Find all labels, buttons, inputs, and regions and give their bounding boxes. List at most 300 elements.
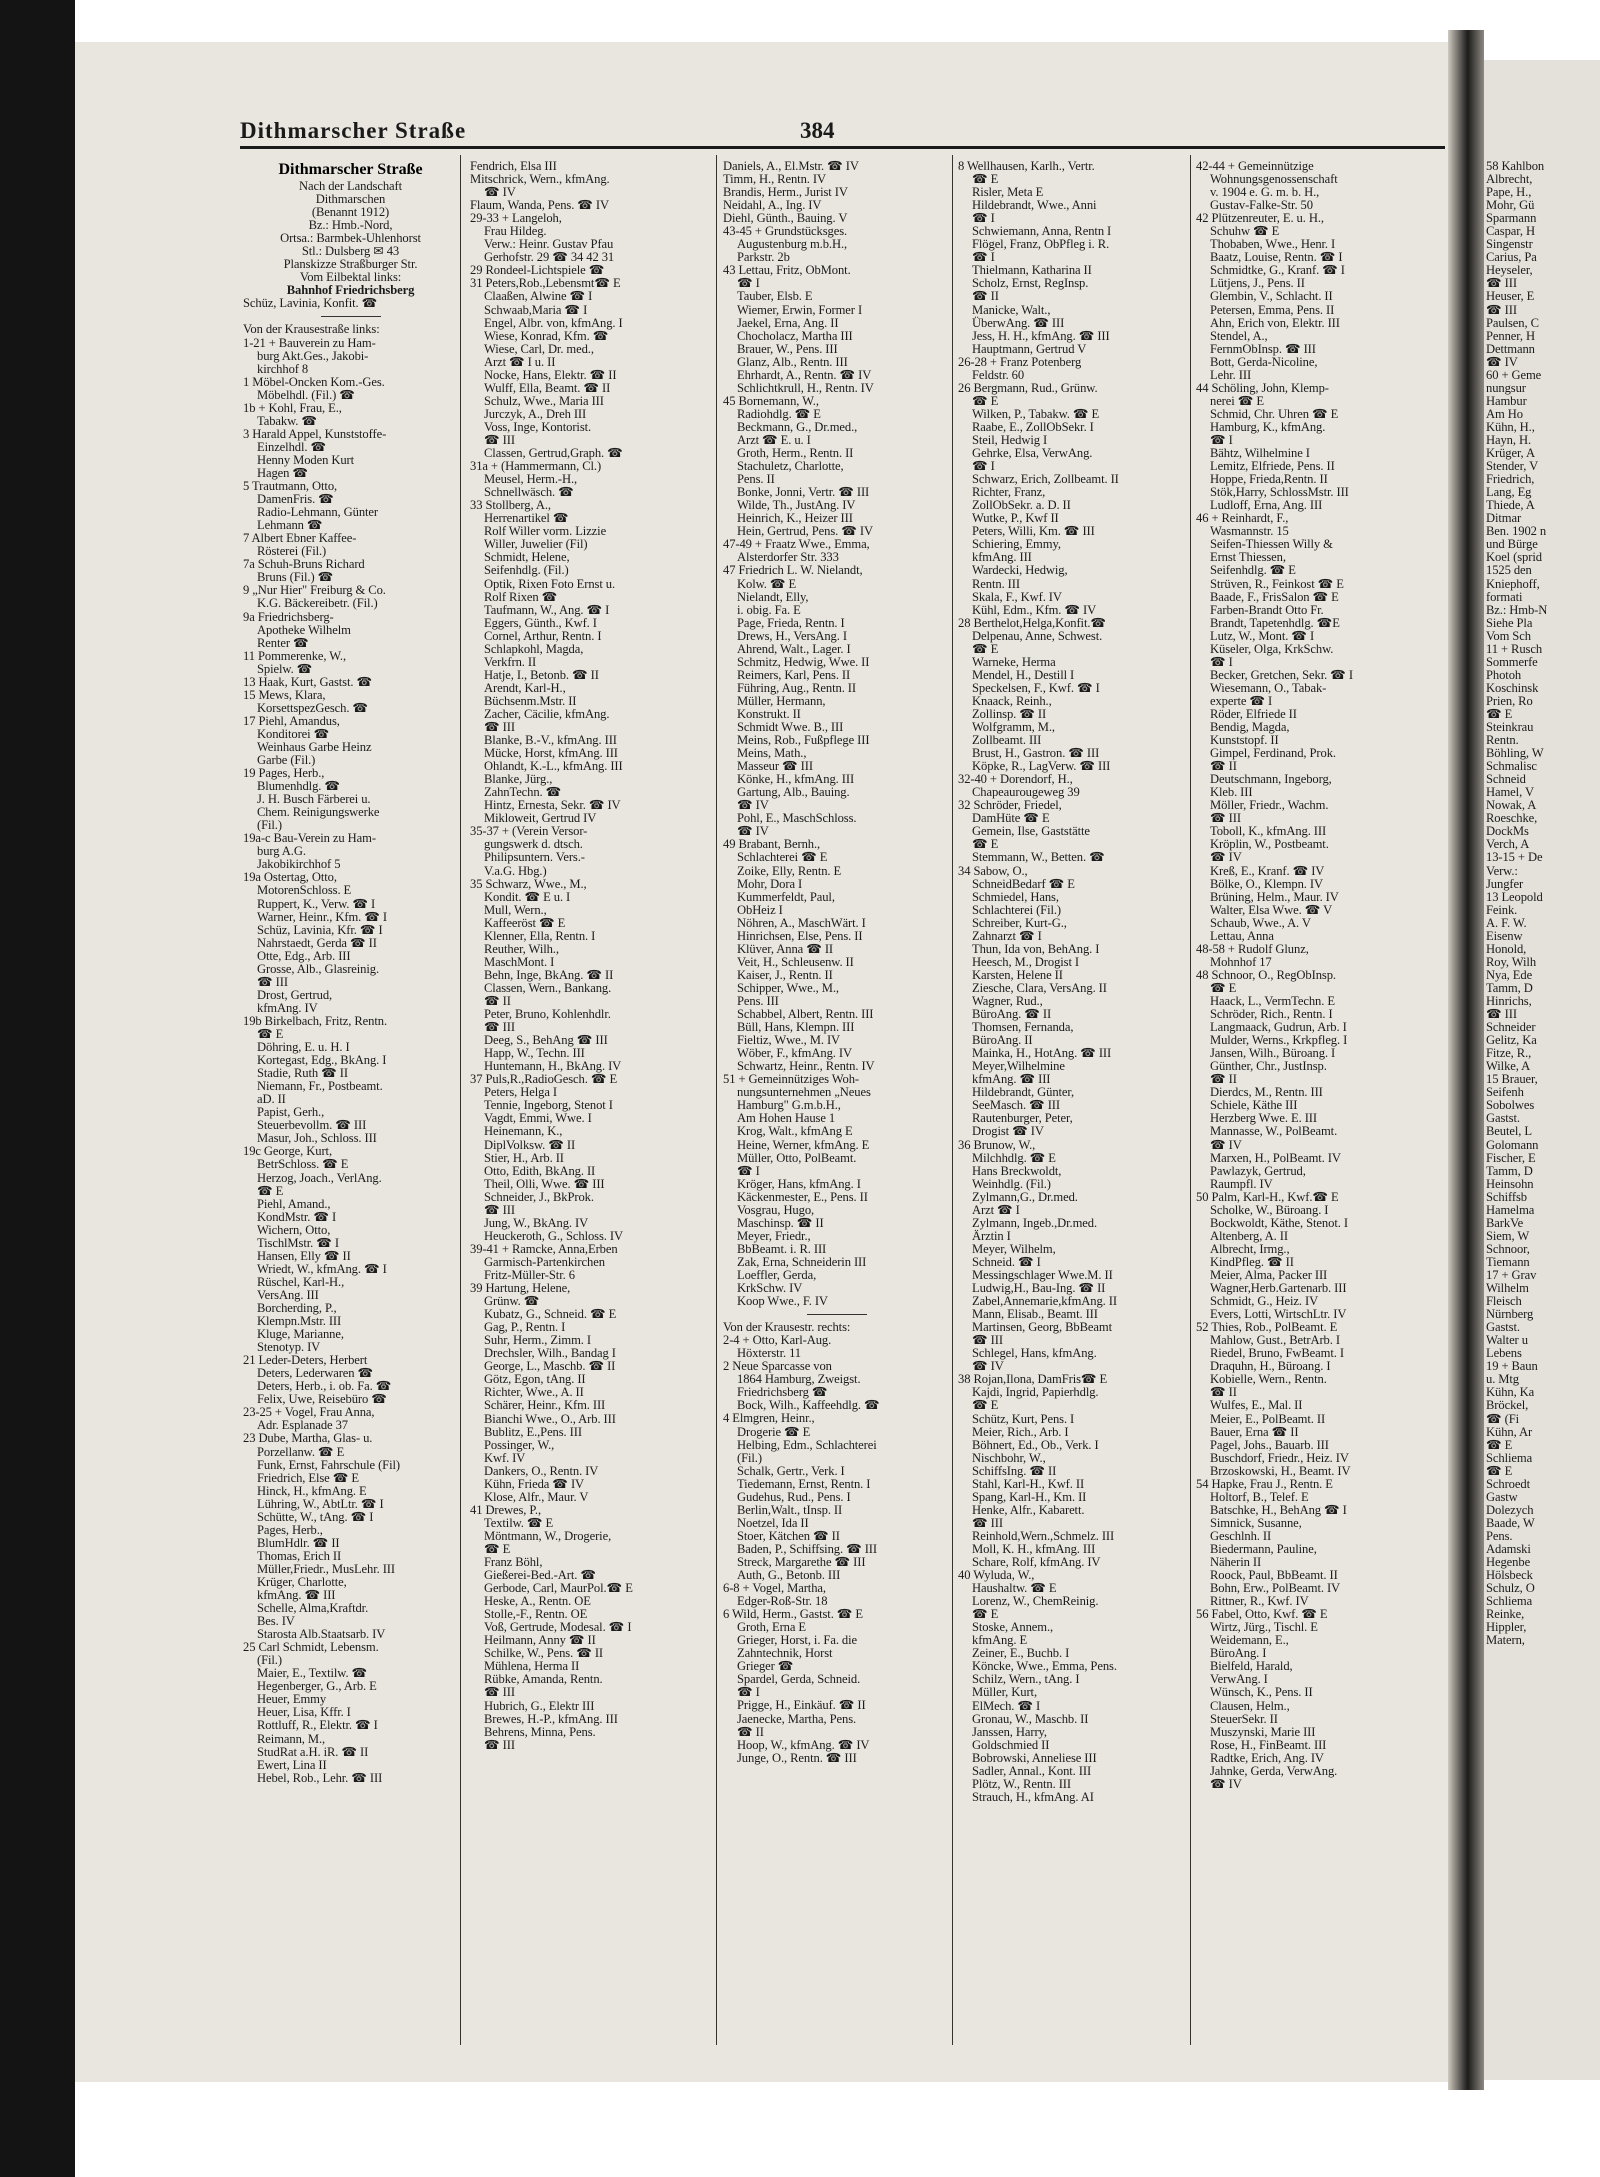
facing-page-line: Schmalisc xyxy=(1486,759,1537,774)
directory-entry: Zylmann, Ingeb.,Dr.med. xyxy=(972,1215,1098,1230)
directory-entry: ZollObSekr. a. D. II xyxy=(972,498,1071,513)
directory-entry: Berlin,Walt., tInsp. II xyxy=(737,1502,843,1517)
directory-entry: Käckenmester, E., Pens. II xyxy=(737,1189,868,1204)
directory-entry: Schilke, W., Pens. ☎ II xyxy=(484,1646,604,1661)
directory-entry: Nahrstaedt, Gerda ☎ II xyxy=(257,935,377,950)
directory-entry: Heuer, Emmy xyxy=(257,1692,327,1707)
facing-page-line: Schulz, O xyxy=(1486,1581,1535,1596)
directory-entry: Gustav-Falke-Str. 50 xyxy=(1210,198,1313,213)
directory-entry: Röder, Elfriede II xyxy=(1210,706,1297,721)
facing-page-line: Albrecht, xyxy=(1486,172,1533,187)
directory-entry: experte ☎ I xyxy=(1210,693,1273,708)
directory-entry: Schröder, Rich., Rentn. I xyxy=(1210,1007,1333,1022)
directory-entry: Schütz, Kurt, Pens. I xyxy=(972,1411,1075,1426)
directory-entry: Jung, W., BkAng. IV xyxy=(484,1215,589,1230)
directory-entry: Spang, Karl-H., Km. II xyxy=(972,1489,1087,1504)
directory-entry: Hinck, H., kfmAng. E xyxy=(257,1483,367,1498)
directory-entry: BbBeamt. i. R. III xyxy=(737,1241,827,1256)
directory-entry: 26 Bergmann, Rud., Grünw. xyxy=(958,380,1098,395)
directory-entry: Mohnhof 17 xyxy=(1210,954,1272,969)
directory-entry: Stier, H., Arb. II xyxy=(484,1150,564,1165)
directory-entry: Peter, Bruno, Kohlenhdlr. xyxy=(484,1007,611,1022)
directory-entry: Schabbel, Albert, Rentn. III xyxy=(737,1007,874,1022)
directory-entry: 54 Hapke, Frau J., Rentn. E xyxy=(1196,1476,1333,1491)
directory-entry: Wirtz, Jürg., Tischl. E xyxy=(1210,1620,1318,1635)
directory-entry: Tauber, Elsb. E xyxy=(737,289,813,304)
directory-entry: Baatz, Louise, Rentn. ☎ I xyxy=(1210,250,1343,265)
directory-entry: nerei ☎ E xyxy=(1210,393,1264,408)
facing-page-line: Schliema xyxy=(1486,1594,1533,1609)
directory-entry: Rolf Rixen ☎ xyxy=(484,589,558,604)
directory-entry: Drechsler, Wilh., Bandag I xyxy=(484,1346,616,1361)
column-3 xyxy=(723,160,951,2040)
directory-entry: Papist, Gerh., xyxy=(257,1105,325,1120)
facing-page-line: Bröckel, xyxy=(1486,1398,1529,1413)
directory-entry: Höxterstr. 11 xyxy=(737,1346,801,1361)
directory-entry: Friedrich, Else ☎ E xyxy=(257,1470,359,1485)
directory-entry: Arendt, Karl-H., xyxy=(484,680,566,695)
directory-entry: burg A.G. xyxy=(257,844,306,859)
directory-entry: Lutz, W., Mont. ☎ I xyxy=(1210,628,1315,643)
street-info-line: Bz.: Hmb.-Nord, xyxy=(308,218,393,233)
directory-entry: ☎ IV xyxy=(737,824,769,839)
directory-entry: Hagen ☎ xyxy=(257,465,309,480)
facing-page-line: Eisenw xyxy=(1486,928,1523,943)
directory-entry: Herrenartikel ☎ xyxy=(484,511,569,526)
directory-entry: Klenner, Ella, Rentn. I xyxy=(484,928,596,943)
directory-entry: 19c George, Kurt, xyxy=(243,1144,332,1159)
directory-entry: Schmiedel, Hans, xyxy=(972,889,1059,904)
directory-entry: Hatje, I., Betonb. ☎ II xyxy=(484,667,599,682)
directory-entry: 31 Peters,Rob.,Lebensmt☎ E xyxy=(470,276,621,291)
directory-entry: Taufmann, W., Ang. ☎ I xyxy=(484,602,610,617)
directory-entry: Hinrichsen, Else, Pens. II xyxy=(737,928,863,943)
column-5 xyxy=(1196,160,1444,2040)
directory-entry: Messingschlager Wwe.M. II xyxy=(972,1267,1113,1282)
column-divider xyxy=(460,155,461,2045)
directory-entry: Diehl, Günth., Bauing. V xyxy=(723,211,848,226)
directory-entry: Seifenhdlg. ☎ E xyxy=(1210,563,1296,578)
facing-page-line: Fischer, E xyxy=(1486,1150,1536,1165)
facing-page-line: Seifenh xyxy=(1486,1085,1524,1100)
directory-entry: 34 Sabow, O., xyxy=(958,863,1028,878)
directory-entry: Bielfeld, Harald, xyxy=(1210,1659,1293,1674)
column-divider xyxy=(716,155,717,2045)
facing-page-line: Ditmar xyxy=(1486,511,1522,526)
directory-entry: 7 Albert Ebner Kaffee- xyxy=(243,531,357,546)
directory-entry: Peters, Willi, Km. ☎ III xyxy=(972,524,1095,539)
facing-page-line: Wilke, A xyxy=(1486,1059,1531,1074)
directory-entry: 26-28 + Franz Potenberg xyxy=(958,354,1082,369)
directory-entry: Veit, H., Schleusenw. II xyxy=(737,954,854,969)
directory-entry: Seifen-Thiessen Willy & xyxy=(1210,537,1333,552)
directory-entry: Martinsen, Georg, BbBeamt xyxy=(972,1320,1112,1335)
directory-entry: Wohnungsgenossenschaft xyxy=(1210,172,1338,187)
directory-entry: ☎ II xyxy=(484,994,511,1008)
directory-entry: Cornel, Arthur, Rentn. I xyxy=(484,628,602,643)
directory-entry: Pens. III xyxy=(737,994,779,1008)
facing-page-line: Verw.: xyxy=(1486,863,1518,878)
directory-entry: 23-25 + Vogel, Frau Anna, xyxy=(243,1405,375,1420)
directory-entry: Happ, W., Techn. III xyxy=(484,1046,585,1061)
directory-entry: Simnick, Susanne, xyxy=(1210,1515,1302,1530)
directory-entry: 39 Hartung, Helene, xyxy=(470,1281,571,1296)
directory-entry: Timm, H., Rentn. IV xyxy=(723,172,826,187)
directory-entry: Reimers, Karl, Pens. II xyxy=(737,667,851,682)
facing-page-line: Heinsohn xyxy=(1486,1176,1534,1191)
directory-entry: Wulff, Ella, Beamt. ☎ II xyxy=(484,380,611,395)
street-info-line: Nach der Landschaft xyxy=(299,179,402,193)
directory-entry: Wagner, Rud., xyxy=(972,994,1043,1008)
directory-entry: Chocholacz, Martha III xyxy=(737,328,853,343)
directory-entry: Fieltiz, Wwe., M. IV xyxy=(737,1033,841,1048)
directory-entry: Mohr, Dora I xyxy=(737,876,803,891)
directory-entry: Hildebrandt, Wwe., Anni xyxy=(972,198,1097,213)
directory-entry: Behrens, Minna, Pens. xyxy=(484,1724,596,1739)
directory-entry: Meins, Rob., Fußpflege III xyxy=(737,733,870,748)
facing-page-line: Schneider xyxy=(1486,1020,1536,1035)
directory-entry: Bockwoldt, Käthe, Stenot. I xyxy=(1210,1215,1348,1230)
directory-entry: Schelle, Alma,Kraftdr. xyxy=(257,1601,369,1616)
directory-entry: ☎ I xyxy=(972,250,995,265)
directory-entry: Arzt ☎ I xyxy=(972,1202,1020,1217)
facing-page-line: Thiede, A xyxy=(1486,498,1535,513)
facing-page-line: Rentn. xyxy=(1486,733,1519,748)
directory-entry: Junge, O., Rentn. ☎ III xyxy=(737,1750,857,1765)
directory-entry: Haushaltw. ☎ E xyxy=(972,1581,1057,1596)
directory-entry: Stendel, A., xyxy=(1210,328,1268,343)
directory-entry: Wilde, Th., JustAng. IV xyxy=(737,498,856,513)
directory-entry: Mahlow, Gust., BetrArb. I xyxy=(1210,1333,1340,1348)
directory-entry: Riedel, Bruno, FwBeamt. I xyxy=(1210,1346,1344,1361)
directory-entry: Schneid. ☎ I xyxy=(972,1254,1041,1269)
directory-entry: 50 Palm, Karl-H., Kwf.☎ E xyxy=(1196,1189,1339,1204)
directory-entry: Hoppe, Frieda,Rentn. II xyxy=(1210,472,1328,487)
directory-entry: Helbing, Edm., Schlachterei xyxy=(737,1437,877,1452)
facing-page-line: Paulsen, C xyxy=(1486,315,1539,330)
directory-entry: Reinhold,Wern.,Schmelz. III xyxy=(972,1528,1115,1543)
directory-entry: ☎ E xyxy=(257,1027,284,1041)
directory-entry: BlumHdlr. ☎ II xyxy=(257,1535,340,1550)
directory-entry: Edger-Roß-Str. 18 xyxy=(737,1594,828,1609)
directory-entry: Rolf Willer vorm. Lizzie xyxy=(484,524,607,539)
directory-entry: Schmidt, G., Heiz. IV xyxy=(1210,1294,1319,1309)
directory-entry: 44 Schöling, John, Klemp- xyxy=(1196,380,1329,395)
facing-page-line: Mohr, Gü xyxy=(1486,198,1535,213)
directory-entry: gungswerk d. dtsch. xyxy=(484,837,583,852)
directory-entry: Weinhdlg. (Fil.) xyxy=(972,1176,1051,1191)
directory-entry: 32 Schröder, Friedel, xyxy=(958,798,1062,813)
directory-entry: Wardecki, Hedwig, xyxy=(972,563,1068,578)
directory-entry: ☎ III xyxy=(257,974,288,989)
directory-entry: Mücke, Horst, kfmAng. III xyxy=(484,746,618,761)
facing-page-line: Prien, Ro xyxy=(1486,693,1533,708)
directory-entry: Konditorei ☎ xyxy=(257,726,330,741)
directory-entry: Chem. Reinigungswerke xyxy=(257,805,380,820)
directory-entry: Heinrich, K., Heizer III xyxy=(737,511,853,526)
directory-entry: Geschlnh. II xyxy=(1210,1528,1272,1543)
facing-page-line: Hamelma xyxy=(1486,1202,1535,1217)
directory-entry: Ludwig,H., Bau-Ing. ☎ II xyxy=(972,1281,1106,1296)
directory-entry: Schnellwäsch. ☎ xyxy=(484,485,574,500)
facing-page-line: Penner, H xyxy=(1486,328,1535,343)
directory-entry: Streck, Margarethe ☎ III xyxy=(737,1554,866,1569)
directory-entry: 1b + Kohl, Frau, E., xyxy=(243,400,342,415)
directory-entry: VerwAng. I xyxy=(1210,1672,1268,1687)
directory-entry: Otto, Edith, BkAng. II xyxy=(484,1163,596,1178)
directory-entry: Adr. Esplanade 37 xyxy=(257,1418,348,1433)
facing-page-line: ☎ E xyxy=(1486,1437,1513,1452)
directory-entry: KondMstr. ☎ I xyxy=(257,1209,337,1224)
directory-entry: ☎ III xyxy=(1210,811,1241,826)
directory-entry: i. obig. Fa. E xyxy=(737,602,801,617)
directory-entry: Schütte, W., tAng. ☎ I xyxy=(257,1509,374,1524)
directory-entry: 1-21 + Bauverein zu Ham- xyxy=(243,335,376,350)
directory-entry: ElMech. ☎ I xyxy=(972,1698,1041,1713)
facing-page-line: Gastst. xyxy=(1486,1320,1520,1335)
directory-entry: Bruns (Fil.) ☎ xyxy=(257,570,334,585)
directory-entry: Günther, Chr., JustInsp. xyxy=(1210,1059,1327,1074)
directory-entry: ☎ III xyxy=(972,1333,1003,1348)
facing-page-line: 58 Kahlbon xyxy=(1486,159,1545,173)
directory-entry: 9 „Nur Hier" Freiburg & Co. xyxy=(243,583,386,598)
directory-entry: 48 Schnoor, O., RegObInsp. xyxy=(1196,967,1336,982)
directory-entry: Wagner,Herb.Gartenarb. III xyxy=(1210,1281,1347,1296)
directory-entry: Hamburg" G.m.b.H., xyxy=(737,1098,841,1113)
directory-entry: Apotheke Wilhelm xyxy=(257,622,351,637)
directory-entry: Hintz, Ernesta, Sekr. ☎ IV xyxy=(484,798,621,813)
directory-entry: Meier, Rich., Arb. I xyxy=(972,1424,1069,1439)
directory-entry: Möller, Friedr., Wachm. xyxy=(1210,798,1329,813)
directory-entry: Peters, Helga I xyxy=(484,1085,557,1100)
directory-entry: Borcherding, P., xyxy=(257,1300,337,1315)
directory-entry: Schlapkohl, Magda, xyxy=(484,641,584,656)
directory-entry: Jess, H. H., kfmAng. ☎ III xyxy=(972,328,1110,343)
facing-page-line: DockMs xyxy=(1486,824,1529,839)
directory-entry: Schmid, Chr. Uhren ☎ E xyxy=(1210,406,1339,421)
directory-entry: ☎ III xyxy=(484,1737,515,1752)
directory-entry: Wöber, F., kfmAng. IV xyxy=(737,1046,852,1061)
directory-entry: kirchhof 8 xyxy=(257,361,309,376)
directory-entry: Meyer,Wilhelmine xyxy=(972,1059,1065,1074)
directory-entry: 31a + (Hammermann, Cl.) xyxy=(470,459,602,474)
directory-entry: 3 Harald Appel, Kunststoffe- xyxy=(243,426,387,441)
directory-entry: Milchhdlg. ☎ E xyxy=(972,1150,1056,1165)
directory-entry: Schmitz, Hedwig, Wwe. II xyxy=(737,654,870,669)
directory-entry: Mendel, H., Destill I xyxy=(972,667,1075,682)
facing-page-line: Heyseler, xyxy=(1486,263,1533,278)
facing-page-line: Heuser, E xyxy=(1486,289,1535,304)
directory-entry: Batschke, H., BehAng ☎ I xyxy=(1210,1502,1347,1517)
directory-entry: Felix, Uwe, Reisebüro ☎ xyxy=(257,1392,387,1407)
directory-entry: burg Akt.Ges., Jakobi- xyxy=(257,348,369,363)
directory-entry: Schiele, Käthe III xyxy=(1210,1098,1298,1113)
directory-entry: Glembin, V., Schlacht. II xyxy=(1210,289,1333,304)
directory-entry: Brauer, W., Pens. III xyxy=(737,341,838,356)
directory-entry: Döhring, E. u. H. I xyxy=(257,1040,350,1055)
directory-entry: BüroAng. ☎ II xyxy=(972,1007,1052,1022)
directory-entry: Heesch, M., Drogist I xyxy=(972,954,1080,969)
facing-page-line: Kniephoff, xyxy=(1486,576,1540,591)
directory-entry: 21 Leder-Deters, Herbert xyxy=(243,1353,368,1368)
directory-entry: Skala, F., Kwf. IV xyxy=(972,589,1062,604)
directory-entry: Lühring, W., AbtLtr. ☎ I xyxy=(257,1496,384,1511)
directory-entry: Kubatz, G., Schneid. ☎ E xyxy=(484,1307,617,1322)
directory-entry: StudRat a.H. iR. ☎ II xyxy=(257,1744,369,1759)
facing-page-line: Jungfer xyxy=(1486,876,1524,891)
street-info-line: Ortsa.: Barmbek-Uhlenhorst xyxy=(280,231,421,246)
directory-entry: KorsettspezGesch. ☎ xyxy=(257,700,369,715)
directory-entry: Buschdorf, Friedr., Heiz. IV xyxy=(1210,1450,1349,1465)
directory-entry: MotorenSchloss. E xyxy=(257,883,352,898)
directory-entry: 6-8 + Vogel, Martha, xyxy=(723,1581,826,1596)
directory-entry: Wilken, P., Tabakw. ☎ E xyxy=(972,406,1100,421)
facing-page-line: Roeschke, xyxy=(1486,811,1538,826)
directory-entry: Willer, Juwelier (Fil) xyxy=(484,537,588,552)
column-2 xyxy=(470,160,715,2040)
facing-page-line: Feink. xyxy=(1486,902,1518,917)
directory-entry: ☎ IV xyxy=(1210,850,1242,865)
directory-entry: Bähtz, Wilhelmine I xyxy=(1210,446,1310,461)
directory-entry: Jaenecke, Martha, Pens. xyxy=(737,1711,857,1726)
directory-entry: Maschinsp. ☎ II xyxy=(737,1215,824,1230)
street-info-line: Vom Eilbektal links: xyxy=(299,270,402,285)
facing-page-line: Kühn, Ka xyxy=(1486,1385,1535,1400)
facing-page-line: 13-15 + De xyxy=(1486,850,1543,865)
directory-entry: Mikloweit, Gertrud IV xyxy=(484,811,597,826)
directory-entry: ☎ III xyxy=(484,1202,515,1217)
directory-entry: ☎ I xyxy=(1210,654,1233,669)
directory-entry: Fritz-Müller-Str. 6 xyxy=(484,1267,575,1282)
facing-page-line: Krüger, A xyxy=(1486,446,1535,461)
facing-page-line: ☎ III xyxy=(1486,276,1517,291)
directory-entry: Piehl, Amand., xyxy=(257,1196,331,1211)
directory-entry: Heilmann, Anny ☎ II xyxy=(484,1633,596,1648)
directory-entry: Roock, Paul, BbBeamt. II xyxy=(1210,1568,1338,1583)
directory-entry: ☎ III xyxy=(484,1685,515,1700)
directory-entry: Arzt ☎ E. u. I xyxy=(737,432,811,447)
directory-entry: George, L., Maschb. ☎ II xyxy=(484,1359,616,1374)
directory-entry: Wriedt, W., kfmAng. ☎ I xyxy=(257,1261,387,1276)
directory-entry: 7a Schuh-Bruns Richard xyxy=(243,557,365,572)
directory-entry: 45 Bornemann, W., xyxy=(723,393,819,408)
directory-entry: 49 Brabant, Bernh., xyxy=(723,837,821,852)
directory-entry: Muszynski, Marie III xyxy=(1210,1724,1316,1739)
directory-entry: Brzoskowski, H., Beamt. IV xyxy=(1210,1463,1351,1478)
directory-entry: Delpenau, Anne, Schwest. xyxy=(972,628,1103,643)
directory-entry: Gemein, Ilse, Gaststätte xyxy=(972,824,1090,839)
facing-page-line: Hinrichs, xyxy=(1486,994,1532,1008)
directory-entry: Krüger, Charlotte, xyxy=(257,1574,347,1589)
directory-entry: Kühl, Edm., Kfm. ☎ IV xyxy=(972,602,1097,617)
facing-page-line: Golomann xyxy=(1486,1137,1539,1152)
directory-entry: Tabakw. ☎ xyxy=(257,413,317,428)
directory-entry: Schreiber, Kurt-G., xyxy=(972,915,1067,930)
directory-entry: Henny Moden Kurt xyxy=(257,452,355,467)
directory-entry: kfmAng. III xyxy=(972,550,1032,565)
directory-entry: Zollinsp. ☎ II xyxy=(972,706,1047,721)
directory-entry: Hauptmann, Gertrud V xyxy=(972,341,1087,356)
facing-page-line: Bz.: Hmb-N xyxy=(1486,602,1548,617)
directory-entry: Arzt ☎ I u. II xyxy=(484,354,556,369)
directory-entry: Kobielle, Wern., Rentn. xyxy=(1210,1372,1327,1387)
directory-entry: 5 Trautmann, Otto, xyxy=(243,479,338,494)
directory-entry: Kluge, Marianne, xyxy=(257,1327,344,1342)
directory-entry: 1 Möbel-Oncken Kom.-Ges. xyxy=(243,374,385,389)
directory-entry: Gartung, Alb., Bauing. xyxy=(737,785,850,800)
directory-entry: V.a.G. Hbg.) xyxy=(484,863,547,878)
directory-entry: Hildebrandt, Günter, xyxy=(972,1085,1075,1100)
directory-entry: Thomas, Erich II xyxy=(257,1548,342,1563)
directory-entry: Masseur ☎ III xyxy=(737,759,813,774)
directory-entry: Deutschmann, Ingeborg, xyxy=(1210,772,1332,787)
directory-entry: SteuerSekr. II xyxy=(1210,1711,1278,1726)
directory-entry: 42 Plützenreuter, E. u. H., xyxy=(1196,211,1324,226)
directory-entry: ☎ E xyxy=(484,1541,511,1556)
directory-entry: Kleb. III xyxy=(1210,785,1253,800)
directory-entry: Rottluff, R., Elektr. ☎ I xyxy=(257,1718,378,1733)
directory-entry: Jansen, Wilh., Büroang. I xyxy=(1210,1046,1336,1061)
directory-entry: Voss, Inge, Kontorist. xyxy=(484,419,592,434)
facing-page xyxy=(1484,60,1600,2080)
directory-entry: Schiering, Emmy, xyxy=(972,537,1061,552)
directory-entry: ☎ IV xyxy=(972,1359,1004,1374)
section-divider xyxy=(807,1314,867,1315)
street-info-line: Planskizze Straßburger Str. xyxy=(283,257,418,272)
directory-entry: 19a-c Bau-Verein zu Ham- xyxy=(243,831,376,846)
directory-entry: ☎ E xyxy=(972,172,999,187)
directory-entry: Herzog, Joach., VerlAng. xyxy=(257,1170,382,1185)
directory-entry: Scholz, Ernst, RegInsp. xyxy=(972,276,1089,291)
directory-entry: kfmAng. ☎ III xyxy=(257,1588,336,1603)
directory-entry: Warneke, Herma xyxy=(972,654,1056,669)
directory-entry: Groth, Erna E xyxy=(737,1620,806,1635)
directory-entry: Götz, Egon, tAng. II xyxy=(484,1372,586,1387)
directory-entry: (Fil.) xyxy=(257,818,282,833)
directory-entry: KindPfleg. ☎ II xyxy=(1210,1254,1294,1269)
directory-entry: Schulz, Wwe., Maria III xyxy=(484,393,604,408)
directory-entry: 41 Drewes, P., xyxy=(470,1502,542,1517)
directory-entry: MaschMont. I xyxy=(484,954,555,969)
directory-entry: 4 Elmgren, Heinr., xyxy=(723,1411,815,1426)
directory-entry: Bauer, Erna ☎ II xyxy=(1210,1424,1299,1439)
directory-entry: Richter, Franz, xyxy=(972,485,1046,500)
facing-page-line: A. F. W. xyxy=(1486,915,1527,930)
directory-entry: Grieger, Horst, i. Fa. die xyxy=(737,1633,858,1648)
facing-page-line: formati xyxy=(1486,589,1523,604)
directory-entry: Kühn, Frieda ☎ IV xyxy=(484,1476,585,1491)
facing-page-line: Pens. xyxy=(1486,1528,1513,1543)
directory-entry: ☎ E xyxy=(972,393,999,408)
facing-page-line: Schnoor, xyxy=(1486,1241,1530,1256)
directory-entry: Radiohdlg. ☎ E xyxy=(737,406,821,421)
directory-entry: Suhr, Herm., Zimm. I xyxy=(484,1333,591,1348)
directory-entry: Deeg, S., BehAng ☎ III xyxy=(484,1033,608,1048)
directory-entry: Heine, Werner, kfmAng. E xyxy=(737,1137,870,1152)
directory-entry: v. 1904 e. G. m. b. H., xyxy=(1210,185,1320,200)
directory-entry: Klempn.Mstr. III xyxy=(257,1314,342,1329)
directory-entry: Steil, Hedwig I xyxy=(972,432,1048,447)
directory-entry: Schüz, Lavinia, Konfit. ☎ xyxy=(243,296,378,311)
directory-entry: 42-44 + Gemeinnützige xyxy=(1196,160,1314,173)
directory-entry: Klüver, Anna ☎ II xyxy=(737,941,834,956)
directory-entry: Beckmann, G., Dr.med., xyxy=(737,419,858,434)
directory-entry: Franz Böhl, xyxy=(484,1555,543,1570)
facing-page-line: Schliema xyxy=(1486,1450,1533,1465)
facing-page-line: Hayn, H. xyxy=(1486,432,1532,447)
directory-entry: J. H. Busch Färberei u. xyxy=(257,792,371,807)
directory-entry: Mannasse, W., PolBeamt. xyxy=(1210,1124,1338,1139)
